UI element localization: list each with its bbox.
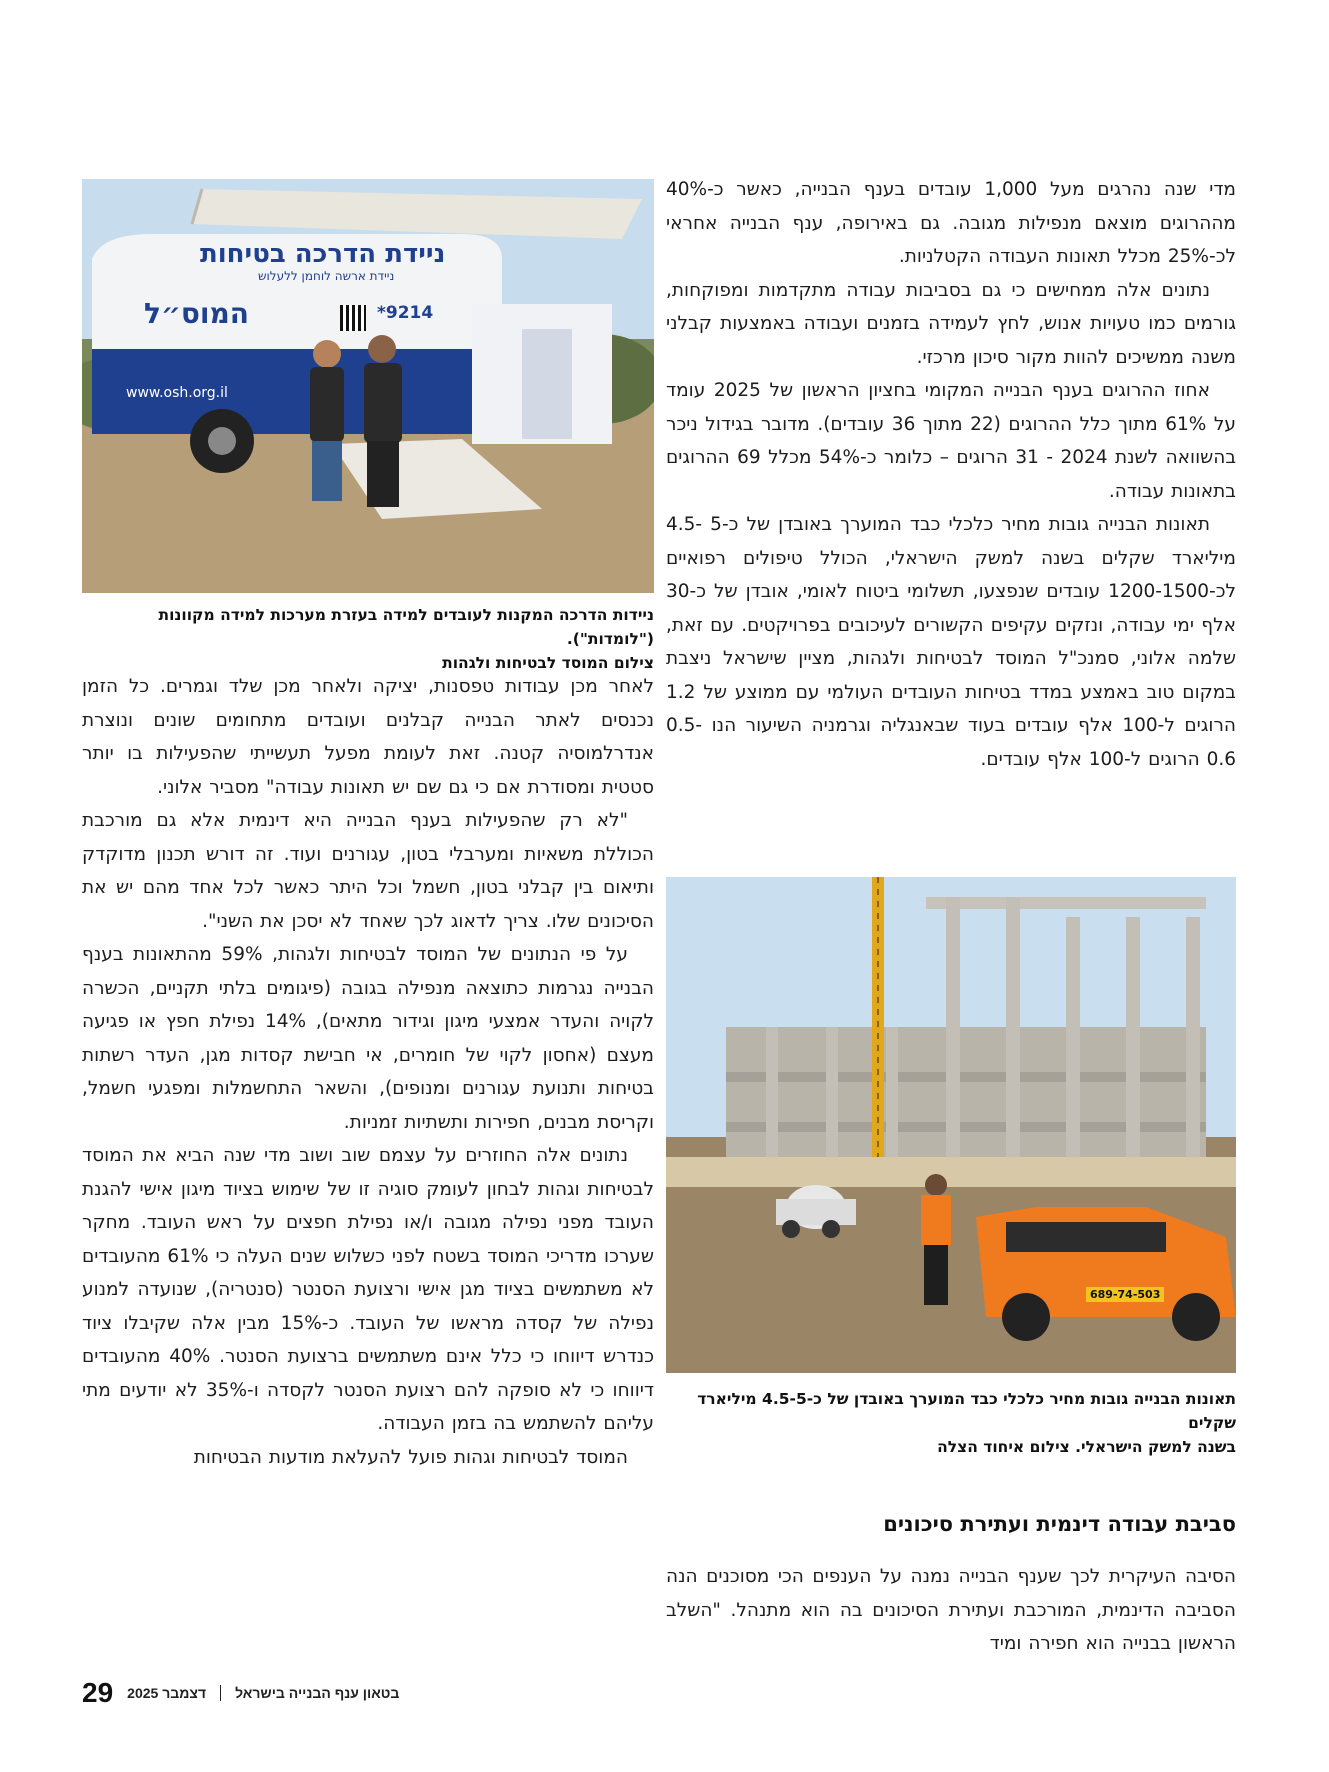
section-heading: סביבת עבודה דינמית ועתירת סיכונים: [883, 1512, 1236, 1536]
phone-number: *9214: [377, 303, 434, 323]
paragraph: על פי הנתונים של המוסד לבטיחות ולגהות, 59% מהתאונות בענף הבנייה נגרמות כתוצאה מנפילה בגובה (פיגומים בלתי תקניים, הכשרה לקויה והעדר אמצעי מיגון וגידור מתאים), 14% נפילת חפץ או פגיעה מעצם (אחסון לקוי של חומרים, אי חבישת קסדות מגן, העדר רשתות בטיחות ותנועת עגורנים ומנופים), והשאר התחשמלות ומפגעי חשמל, וקריסת מבנים, חפירות ותשתיות זמניות.: [82, 944, 654, 1133]
qr-code-icon: [340, 305, 366, 331]
training-van-photo: [82, 179, 654, 593]
van-subtitle: ניידת ארשה לוחמן ללעלוש: [258, 269, 395, 283]
paragraph: נתונים אלה החוזרים על עצמם שוב ושוב מדי שנה הביא את המוסד לבטיחות וגהות לבחון לעומק סוגיה זו של שימוש בציוד מיגון אישי להגנת העובד מפני נפילה מגובה ו/או נפילת חפצים על ראש העובד. מחקר שערכו מדריכי המוסד בשטח לפני כשלוש שנים העלה כי 61% מהעובדים לא משתמשים בציוד מגן אישי ורצועת הסנטר (סנטריה), שנועדה למנוע נפילה של קסדה מראשו של העובד. כ-15% מבין אלה שקיבלו ציוד כנדרש דיווחו כי כלל אינם משתמשים ברצועת הסנטר. 40% מהעובדים דיווחו כי לא סופקה להם רצועת הסנטר לקסדה ו-35% לא יודעים מתי עליהם להשתמש בה בזמן העבודה.: [82, 1145, 654, 1434]
paragraph: מדי שנה נהרגים מעל 1,000 עובדים בענף הבנייה, כאשר כ-40% מההרוגים מוצאם מנפילות מגובה. גם באירופה, ענף הבנייה אחראי לכ-25% מכלל תאונות העבודה הקטלניות.: [666, 179, 1236, 267]
van-photo-caption: [82, 603, 654, 675]
publication-name: בטאון ענף הבנייה בישראל: [235, 1685, 400, 1701]
issue-date: דצמבר 2025: [127, 1685, 207, 1701]
paragraph: תאונות הבנייה גובות מחיר כלכלי כבד המוערך באובדן של כ-5 -4.5 מיליארד שקלים בשנה למשק הישראלי, הכולל טיפולים רפואיים לכ-1200-1500 עובדים שנפצעו, תשלומי ביטוח לאומי, אובדן של כ-30 אלף ימי עבודה, ונזקים עקיפים הקשורים לעיכובים בפרויקטים. עם זאת, שלמה אלוני, סמנכ"ל המוסד לבטיחות ולגהות, מציין שישראל ניצבת במקום טוב באמצע במדד בטיחות העובדים העולמי עם ממוצע של 1.2 הרוגים ל-100 אלף עובדים בעוד שבאנגליה וגרמניה השיעור הנו 0.5-0.6 הרוגים ל-100 אלף עובדים.: [666, 514, 1236, 770]
caption-credit: בשנה למשק הישראלי. צילום איחוד הצלה: [937, 1438, 1236, 1456]
license-plate: 689-74-503: [1086, 1287, 1164, 1302]
website-url: www.osh.org.il: [126, 385, 228, 401]
page-footer: [82, 1678, 399, 1708]
van-title: ניידת הדרכה בטיחות: [200, 239, 446, 269]
article-column-left: [82, 670, 654, 1474]
site-photo-caption: [666, 1387, 1236, 1459]
page-number: 29: [82, 1677, 114, 1708]
caption-credit: צילום המוסד לבטיחות ולגהות: [442, 654, 654, 672]
caption-text: ניידות הדרכה המקנות לעובדים למידה בעזרת מערכות למידה מקוונות ("לומדות").: [158, 606, 654, 648]
paragraph: המוסד לבטיחות וגהות פועל להעלאת מודעות הבטיחות: [193, 1446, 628, 1468]
paragraph: "לא רק שהפעילות בענף הבנייה היא דינמית אלא גם מורכבת הכוללת משאיות ומערבלי בטון, עגורנים ועוד. זה דורש תכנון מדוקדק ותיאום בין קבלני בטון, חשמל וכל היתר כאשר לכל אחד מהם יש את הסיכונים שלו. צריך לדאוג לכך שאחד לא יסכן את השני".: [82, 810, 654, 932]
article-column-right: [666, 173, 1236, 776]
article-column-right-bottom: [666, 1560, 1236, 1661]
footer-divider: [220, 1685, 221, 1701]
paragraph: הסיבה העיקרית לכך שענף הבנייה נמנה על הענפים הכי מסוכנים הנה הסביבה הדינמית, המורכבת ועתירת הסיכונים בה הוא מתנהל. "השלב הראשון בבנייה הוא חפירה ומיד: [666, 1566, 1236, 1654]
paragraph: אחוז ההרוגים בענף הבנייה המקומי בחציון הראשון של 2025 עומד על 61% מתוך כלל ההרוגים (22 מתוך 36 עובדים). מדובר בגידול ניכר בהשוואה לשנת 2024 - 31 הרוגים – כלומר כ-54% מכלל 69 ההרוגים בתאונות עבודה.: [666, 380, 1237, 502]
paragraph: לאחר מכן עבודות טפסנות, יציקה ולאחר מכן שלד וגמרים. כל הזמן נכנסים לאתר הבנייה קבלנים ועובדים מתחומים שונים ונוצרת אנדרלמוסיה קטנה. זאת לעומת מפעל תעשייתי שהפעילות בו יותר סטטית ומסודרת אם כי גם שם יש תאונות עבודה" מסביר אלוני.: [82, 676, 654, 798]
osh-logo-text: המוס״ל: [144, 297, 249, 330]
construction-site-photo: [666, 877, 1236, 1373]
paragraph: נתונים אלה ממחישים כי גם בסביבות עבודה מתקדמות ומפוקחות, גורמים כמו טעויות אנוש, לחץ לעמידה בזמנים ועבודה באמצעות קבלני משנה ממשיכים להוות מקור סיכון מרכזי.: [666, 279, 1236, 368]
caption-text: תאונות הבנייה גובות מחיר כלכלי כבד המוערך באובדן של כ-4.5-5 מיליארד שקלים: [697, 1390, 1236, 1432]
